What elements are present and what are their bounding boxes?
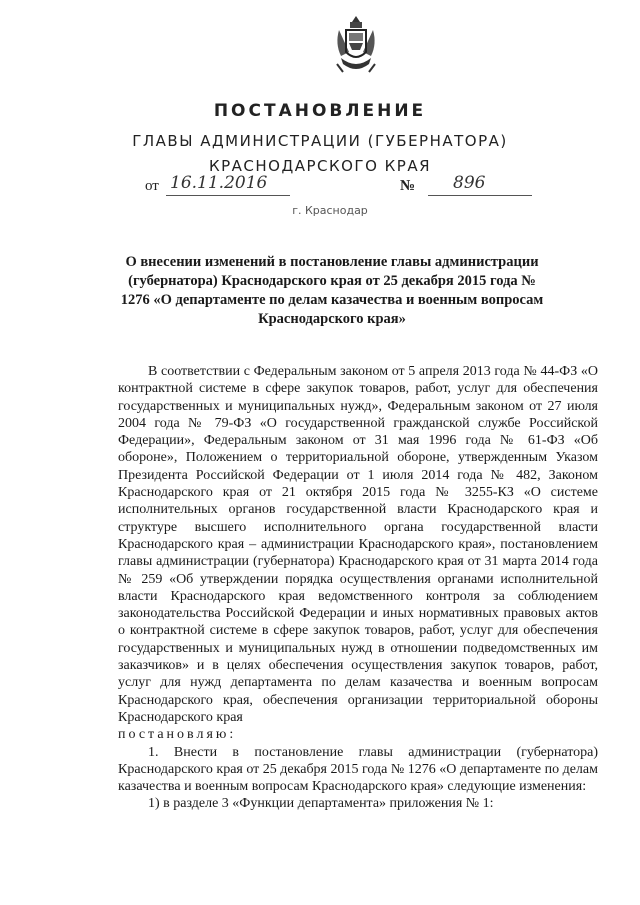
city-label: г. Краснодар <box>292 204 368 217</box>
coat-of-arms-icon <box>331 14 381 78</box>
document-type-title: ПОСТАНОВЛЕНИЕ <box>213 101 427 121</box>
decree-word: постановляю: <box>118 727 237 743</box>
region-line: КРАСНОДАРСКОГО КРАЯ <box>208 157 432 175</box>
date-underline <box>166 195 290 196</box>
date-prefix: от <box>145 178 159 194</box>
issuer-line: ГЛАВЫ АДМИНИСТРАЦИИ (ГУБЕРНАТОРА) <box>132 132 508 150</box>
item-1-1: 1) в разделе 3 «Функции департамента» приложения № 1: <box>148 796 494 812</box>
decree-number: 896 <box>453 173 486 193</box>
number-underline <box>428 195 532 196</box>
decree-title: О внесении изменений в постановление главы администрации (губернатора) Краснодарского края от 25 декабря 2015 года № 1276 «О департаменте по делам казачества и военным вопросам Краснодарского края» <box>120 254 544 327</box>
item-1: 1. Внести в постановление главы администрации (губернатора) Краснодарского края от 25 декабря 2015 года № 1276 «О департаменте по делам казачества и военным вопросам Краснодарского края» следующие изменения: <box>118 744 598 795</box>
decree-date: 16.11.2016 <box>170 173 268 193</box>
decree-body <box>118 363 598 813</box>
preamble-paragraph: В соответствии с Федеральным законом от 5 апреля 2013 года № 44-ФЗ «О контрактной системе в сфере закупок товаров, работ, услуг для обеспечения государственных и муниципальных нужд», Федеральным законом от 27 июля 2004 года № 79-ФЗ «О государственной гражданской службе Российской Федерации», Федеральным законом от 31 мая 1996 года № 61-ФЗ «Об обороне», Положением о территориальной обороне, утвержденным Указом Президента Российской Федерации от 1 июля 2014 года № 482, Законом Краснодарского края от 21 октября 2015 года № 3255-КЗ «О системе исполнительных органов государственной власти Краснодарского края и структуре высшего исполнительного органа государственной власти Краснодарского края – администрации Краснодарского края», постановлением главы администрации (губернатора) Краснодарского края от 31 марта 2014 года № 259 «Об утверждении порядка осуществления органами исполнительной власти Краснодарского края ведомственного контроля за соблюдением законодательства Российской Федерации и иных нормативных правовых актов о контрактной системе в сфере закупок товаров, работ, услуг для обеспечения государственных и муниципальных нужд в отношении подведомственных им заказчиков» и в целях обеспечения осуществления закупок товаров, работ, услуг для нужд департамента по делам казачества и военным вопросам Краснодарского края, обеспечения организации территориальной обороны Краснодарского края <box>118 364 598 725</box>
number-prefix: № <box>400 178 416 194</box>
